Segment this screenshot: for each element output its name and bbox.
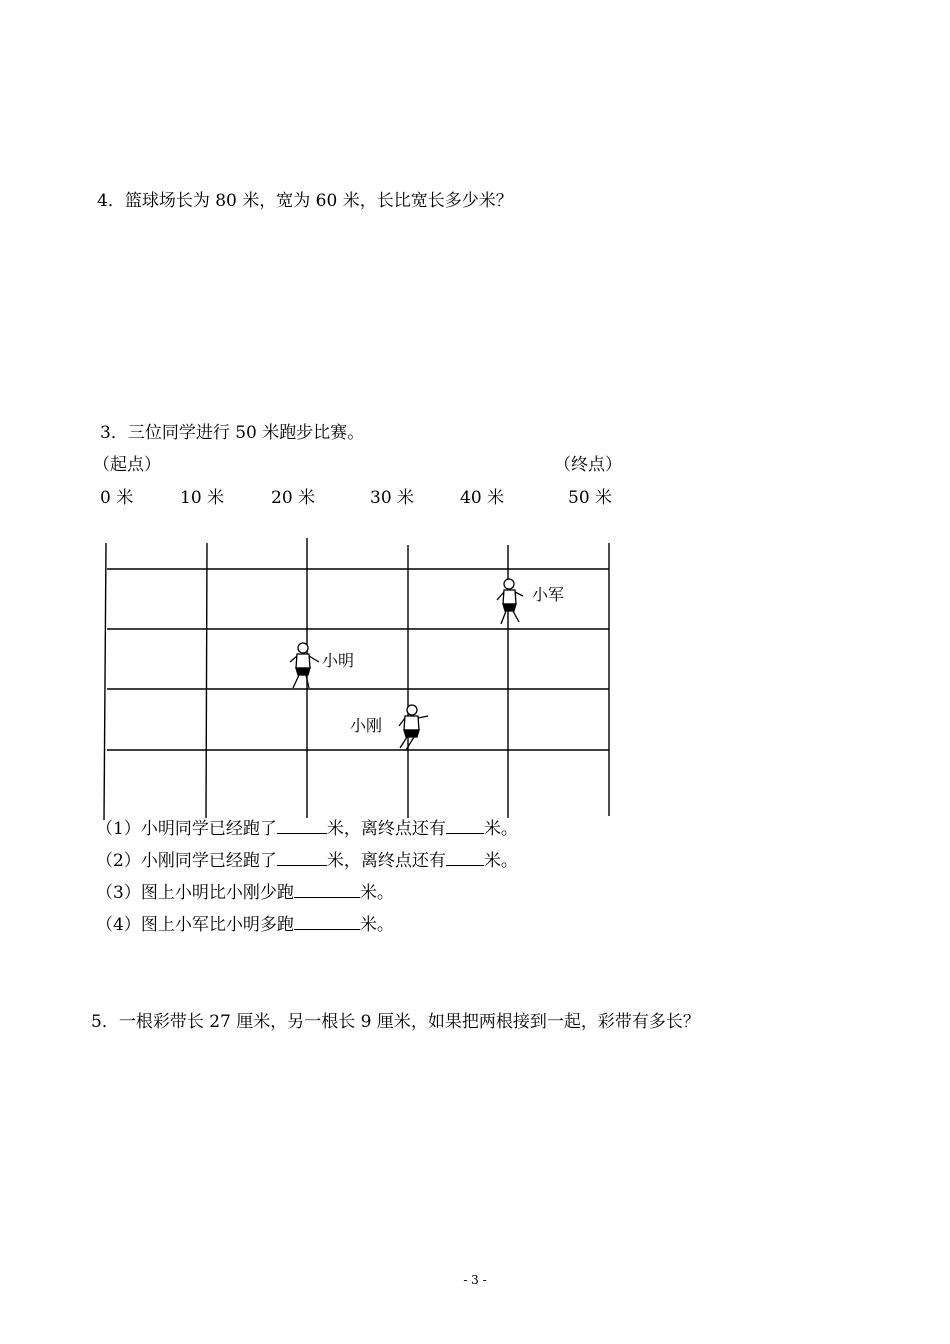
end-label: （终点） xyxy=(554,455,622,475)
runner-label-xiaoming: 小明 xyxy=(322,651,355,670)
distance-label-20: 20 米 xyxy=(271,488,316,508)
question-5: 5．一根彩带长 27 厘米，另一根长 9 厘米，如果把两根接到一起，彩带有多长？ xyxy=(91,1012,700,1032)
sub-question-4-part-a: （4）图上小军比小明多跑 xyxy=(96,915,294,935)
start-label: （起点） xyxy=(93,455,161,475)
sub-question-1-part-b: 米，离终点还有 xyxy=(326,819,446,839)
answer-blank[interactable] xyxy=(294,880,360,898)
distance-label-50: 50 米 xyxy=(568,488,613,508)
sub-question-2-part-c: 米。 xyxy=(483,851,518,871)
page-number: - 3 - xyxy=(463,1273,487,1287)
sub-question-2-part-b: 米，离终点还有 xyxy=(326,851,446,871)
distance-label-40: 40 米 xyxy=(460,488,505,508)
sub-question-4 xyxy=(96,912,394,935)
sub-question-4-part-b: 米。 xyxy=(359,915,394,935)
runner-xiaojun-icon xyxy=(497,579,523,624)
distance-line xyxy=(206,543,207,818)
question-4: 4．篮球场长为 80 米，宽为 60 米，长比宽长多少米？ xyxy=(97,191,513,211)
sub-question-3-part-b: 米。 xyxy=(359,883,394,903)
distance-line xyxy=(104,543,106,820)
question-3-title: 3．三位同学进行 50 米跑步比赛。 xyxy=(100,423,365,443)
sub-question-3 xyxy=(96,880,394,903)
sub-question-1-part-a: （1）小明同学已经跑了 xyxy=(96,819,277,839)
distance-label-10: 10 米 xyxy=(180,488,225,508)
runner-xiaoming-icon xyxy=(290,643,319,688)
distance-label-0: 0 米 xyxy=(100,488,134,508)
sub-question-2-part-a: （2）小刚同学已经跑了 xyxy=(96,851,277,871)
runner-label-xiaojun: 小军 xyxy=(532,585,565,604)
answer-blank[interactable] xyxy=(277,848,327,866)
answer-blank[interactable] xyxy=(294,912,360,930)
distance-label-30: 30 米 xyxy=(370,488,415,508)
sub-question-2 xyxy=(96,848,518,871)
answer-blank[interactable] xyxy=(277,816,327,834)
runner-label-xiaogang: 小刚 xyxy=(350,716,383,735)
runner-xiaogang-icon xyxy=(399,705,428,750)
sub-question-3-part-a: （3）图上小明比小刚少跑 xyxy=(96,883,294,903)
sub-question-1 xyxy=(96,816,518,839)
answer-blank[interactable] xyxy=(446,848,484,866)
sub-question-1-part-c: 米。 xyxy=(483,819,518,839)
answer-blank[interactable] xyxy=(446,816,484,834)
